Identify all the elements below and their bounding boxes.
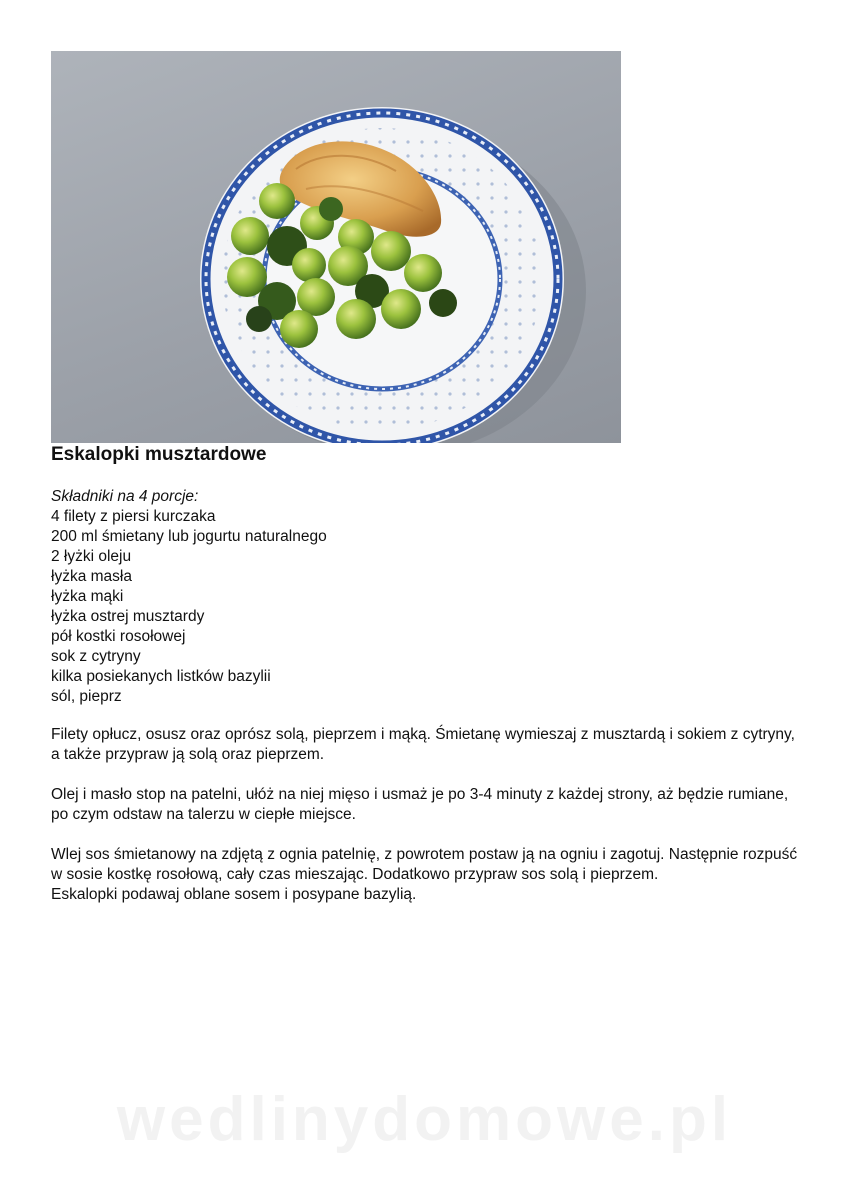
- dish-photo: [51, 51, 621, 443]
- preparation-steps: [51, 725, 801, 905]
- step-paragraph: Olej i masło stop na patelni, ułóż na niej mięso i usmaż je po 3-4 minuty z każdej strony, aż będzie rumiane, po czym odstaw na talerzu w ciepłe miejsce.: [51, 786, 789, 823]
- ingredient-item: sól, pieprz: [51, 688, 122, 705]
- ingredient-item: pół kostki rosołowej: [51, 628, 186, 645]
- recipe-title: Eskalopki musztardowe: [51, 444, 267, 465]
- ingredient-item: kilka posiekanych listków bazylii: [51, 668, 271, 685]
- ingredients-section: [51, 487, 327, 707]
- ingredient-item: łyżka ostrej musztardy: [51, 608, 205, 625]
- ingredient-item: 200 ml śmietany lub jogurtu naturalnego: [51, 528, 327, 545]
- ingredient-item: łyżka mąki: [51, 588, 124, 605]
- site-watermark: wedlinydomowe.pl: [116, 1085, 733, 1154]
- step-paragraph: Eskalopki podawaj oblane sosem i posypane bazylią.: [51, 886, 417, 903]
- ingredients-list: [51, 507, 327, 707]
- plate-illustration: [51, 51, 621, 443]
- ingredient-item: sok z cytryny: [51, 648, 141, 665]
- step-paragraph: Filety opłucz, osusz oraz oprósz solą, pieprzem i mąką. Śmietanę wymieszaj z musztardą i sokiem z cytryny, a także przypraw ją solą oraz pieprzem.: [51, 726, 795, 763]
- ingredient-item: łyżka masła: [51, 568, 132, 585]
- ingredients-heading: Składniki na 4 porcje:: [51, 488, 199, 505]
- step-paragraph: Wlej sos śmietanowy na zdjętą z ognia patelnię, z powrotem postaw ją na ogniu i zagotuj. Następnie rozpuść w sosie kostkę rosołową, cały czas mieszając. Dodatkowo przypraw sos solą i pieprzem.: [51, 846, 798, 883]
- ingredient-item: 4 filety z piersi kurczaka: [51, 508, 216, 525]
- ingredient-item: 2 łyżki oleju: [51, 548, 132, 565]
